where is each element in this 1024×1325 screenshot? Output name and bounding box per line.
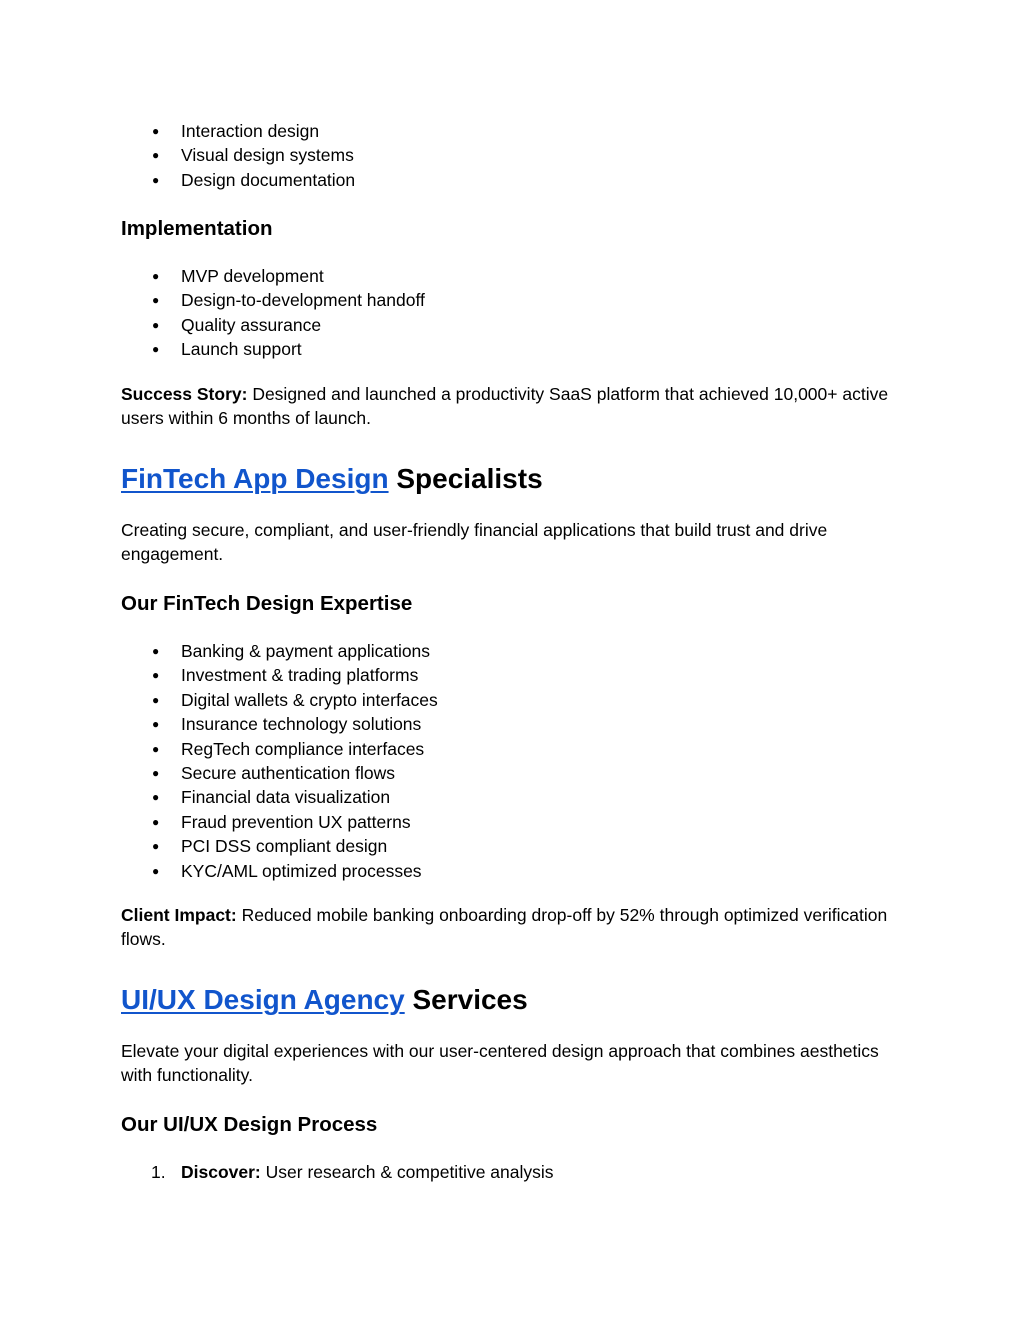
list-item: ● Investment & trading platforms bbox=[121, 663, 901, 687]
list-item: ● Banking & payment applications bbox=[121, 639, 901, 663]
fintech-app-design-link[interactable]: FinTech App Design bbox=[121, 463, 389, 494]
top-bullet-list bbox=[121, 119, 901, 192]
uiux-process-list-block bbox=[121, 1160, 901, 1184]
bullet-icon: ● bbox=[152, 741, 160, 756]
bullet-icon: ● bbox=[152, 317, 160, 332]
bullet-icon: ● bbox=[152, 269, 160, 283]
fintech-expertise-list-block bbox=[121, 639, 901, 883]
success-story-block bbox=[121, 382, 891, 431]
list-item: ● RegTech compliance interfaces bbox=[121, 737, 901, 761]
uiux-title-block bbox=[121, 983, 901, 1017]
list-item: ● Digital wallets & crypto interfaces bbox=[121, 688, 901, 712]
implementation-list bbox=[121, 264, 901, 362]
implementation-list-block bbox=[121, 264, 901, 362]
process-step-text: User research & competitive analysis bbox=[260, 1162, 554, 1182]
fintech-expertise-list bbox=[121, 639, 901, 883]
bullet-icon: ● bbox=[152, 342, 160, 357]
list-item: ● Financial data visualization bbox=[121, 785, 901, 809]
fintech-intro: Creating secure, compliant, and user-friendly financial applications that build trust and drive engagement. bbox=[121, 520, 828, 565]
uiux-intro: Elevate your digital experiences with our user-centered design approach that combines aesthetics with functionality. bbox=[121, 1041, 879, 1086]
bullet-icon: ● bbox=[152, 172, 160, 187]
fintech-intro-block bbox=[121, 518, 891, 567]
bullet-icon: ● bbox=[152, 668, 160, 683]
bullet-icon: ● bbox=[152, 124, 160, 138]
success-story-paragraph bbox=[121, 382, 891, 431]
list-item: ● Secure authentication flows bbox=[121, 761, 901, 785]
list-item: ● MVP development bbox=[121, 264, 901, 288]
list-number: 1. bbox=[151, 1162, 166, 1182]
client-impact-paragraph bbox=[121, 903, 891, 952]
fintech-section-title: FinTech App Design Specialists bbox=[121, 463, 543, 494]
bullet-icon: ● bbox=[152, 766, 160, 781]
uiux-design-agency-link[interactable]: UI/UX Design Agency bbox=[121, 984, 405, 1015]
list-item bbox=[121, 1160, 901, 1184]
fintech-title-block bbox=[121, 462, 901, 496]
uiux-section-title: UI/UX Design Agency Services bbox=[121, 984, 528, 1015]
bullet-icon: ● bbox=[152, 644, 160, 658]
list-item: ● Quality assurance bbox=[121, 313, 901, 337]
client-impact-text: Reduced mobile banking onboarding drop-off by 52% through optimized verification flows. bbox=[121, 905, 888, 950]
fintech-expertise-heading-block bbox=[121, 591, 901, 617]
bullet-icon: ● bbox=[152, 863, 160, 878]
list-item: ● Design documentation bbox=[121, 168, 901, 192]
list-item: ● PCI DSS compliant design bbox=[121, 834, 901, 858]
top-bullet-list-block bbox=[121, 119, 901, 192]
list-item: ● Fraud prevention UX patterns bbox=[121, 810, 901, 834]
uiux-process-heading: Our UI/UX Design Process bbox=[121, 1113, 378, 1136]
process-step-label: Discover: bbox=[181, 1162, 261, 1182]
list-item: ● Interaction design bbox=[121, 119, 901, 143]
success-story-text: Designed and launched a productivity SaaS platform that achieved 10,000+ active users within 6 months of launch. bbox=[121, 384, 889, 429]
bullet-icon: ● bbox=[152, 839, 160, 854]
bullet-icon: ● bbox=[152, 293, 160, 308]
list-item: ● Launch support bbox=[121, 337, 901, 361]
list-item: ● Visual design systems bbox=[121, 143, 901, 167]
implementation-heading: Implementation bbox=[121, 217, 273, 240]
bullet-icon: ● bbox=[152, 148, 160, 163]
client-impact-block bbox=[121, 903, 891, 952]
list-item: ● Design-to-development handoff bbox=[121, 288, 901, 312]
list-item: ● Insurance technology solutions bbox=[121, 712, 901, 736]
list-item: ● KYC/AML optimized processes bbox=[121, 859, 901, 883]
uiux-process-list bbox=[121, 1160, 901, 1184]
uiux-process-heading-block bbox=[121, 1112, 901, 1138]
success-story-label: Success Story: bbox=[121, 384, 248, 404]
client-impact-label: Client Impact: bbox=[121, 905, 237, 925]
bullet-icon: ● bbox=[152, 692, 160, 707]
implementation-heading-block bbox=[121, 216, 901, 242]
bullet-icon: ● bbox=[152, 790, 160, 805]
bullet-icon: ● bbox=[152, 814, 160, 829]
uiux-intro-block bbox=[121, 1039, 891, 1088]
bullet-icon: ● bbox=[152, 717, 160, 732]
fintech-expertise-heading: Our FinTech Design Expertise bbox=[121, 592, 413, 615]
